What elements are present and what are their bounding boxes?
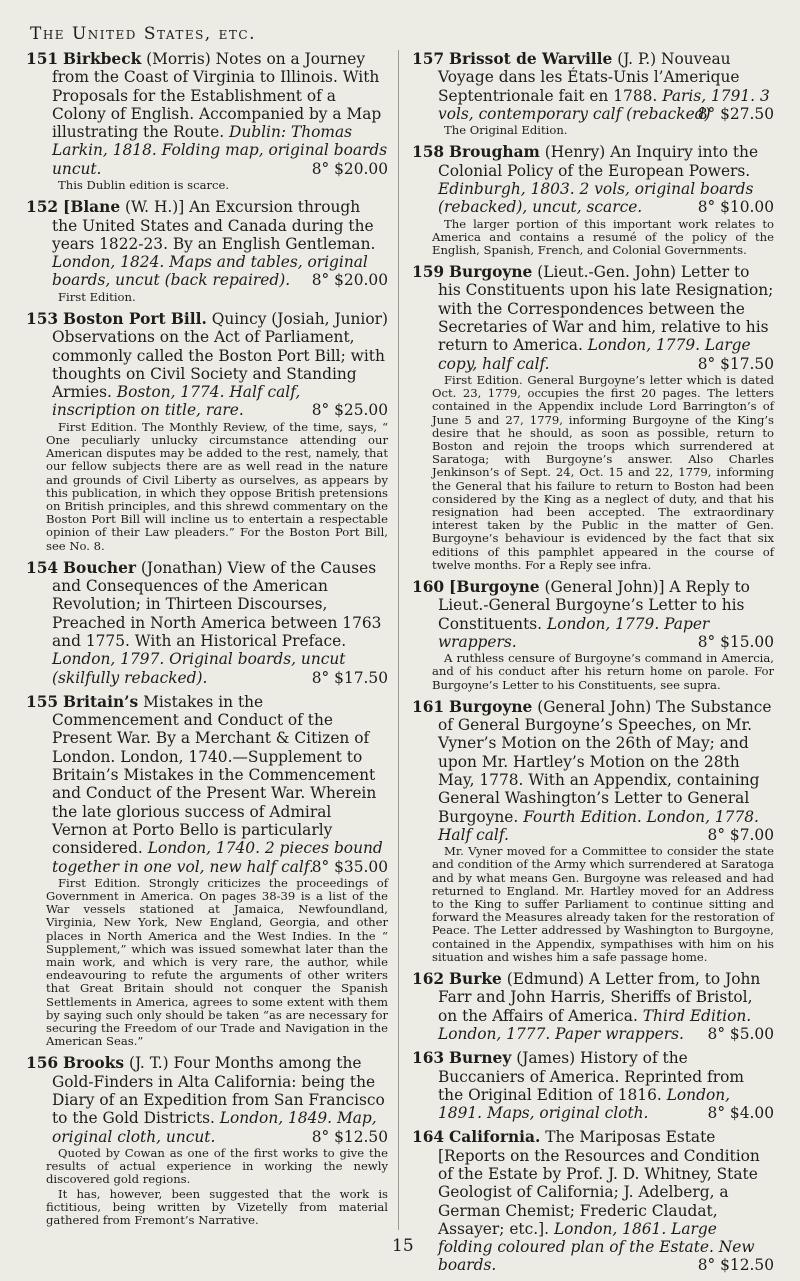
entry-imprint: London, 1849. Map, original cloth, uncut.	[52, 1109, 377, 1146]
catalogue-entry	[26, 310, 388, 553]
entry-description	[412, 1128, 774, 1274]
entry-title: (W. H.)] An Excursion through the United States and Canada during the years 1822-23. By an English Gentleman.	[52, 198, 376, 253]
catalogue-entry	[412, 698, 774, 964]
entry-price: 8° $35.00	[311, 857, 388, 876]
entry-imprint: London, 1824. Maps and tables, original boards, uncut (back repaired).	[52, 253, 368, 290]
entry-price: 8° $10.00	[697, 198, 774, 217]
page-number: 15	[392, 1236, 414, 1256]
lot-number: 159	[412, 263, 445, 282]
right-column	[412, 50, 774, 1281]
catalogue-entry	[26, 693, 388, 1049]
entry-title: Mistakes in the Commencement and Conduct of the Present War. By a Merchant & Citizen of London. London, 1740.—Supplement to Britain’s Mistakes in the Commencement and Conduct of the Present War. Wherein the late glorious success of Admiral Vernon at Porto Bello is particularly considered.	[52, 692, 377, 858]
catalogue-entry	[412, 1128, 774, 1274]
lot-number: 160	[412, 578, 445, 597]
entry-title: (Morris) Notes on a Journey from the Coast of Virginia to Illinois. With Proposals for the Establishment of a Colony of English. Accompanied by a Map illustrating the Route.	[52, 50, 382, 142]
entry-note: This Dublin edition is scarce.	[58, 178, 230, 193]
entry-note: A ruthless censure of Burgoyne’s command in Amercia, and of his conduct after his return home on parole. For Burgoyne’s Letter to his Constituents, see supra.	[432, 651, 774, 692]
entry-price: 8° $20.00	[311, 159, 388, 178]
entry-note: First Edition. Strongly criticizes the proceedings of Government in America. On pages 38-39 is a list of the War vessels stationed at Jamaica, Newfoundland, Virginia, New York, New England, Georgia, and other places in North America and the West Indies. In the “ Supplement,” which was issued somewhat later than the main work, and which is very rare, the author, while endeavouring to refute the arguments of other writers that Great Britain should not conquer the Spanish Settlements in America, agrees to some extent with them by saying such only should be taken “as are necessary for securing the Freedom of our Trade and Navigation in the American Seas.”	[46, 875, 388, 1049]
entry-note: First Edition. The Monthly Review, of the time, says, “ One peculiarly unlucky circumstance attending our American disputes may be added to the rest, namely, that our fellow subjects there are as well read in the nature and grounds of Civil Liberty as ourselves, as appears by this publication, in which they oppose British pretensions on British principles, and this shrewd commentary on the Boston Port Bill will incline us to entertain a respectable opinion of their Law pleaders.” For the Boston Port Bill, see No. 8.	[46, 419, 388, 553]
entry-imprint: London, 1797. Original boards, uncut (skilfully rebacked).	[52, 650, 346, 687]
entry-description	[26, 1054, 388, 1145]
entry-price: 8° $5.00	[707, 1024, 774, 1043]
entry-description	[412, 970, 774, 1043]
catalogue-entry	[412, 578, 774, 692]
entry-description	[26, 310, 388, 420]
entry-description	[26, 50, 388, 178]
entry-title: (J. T.) Four Months among the Gold-Finders in Alta California: being the Diary of an Expedition from San Francisco to the Gold Districts.	[52, 1054, 385, 1128]
entry-price: 8° $17.50	[311, 668, 388, 687]
entry-imprint: Boston, 1774. Half calf, inscription on title, rare.	[52, 383, 301, 420]
entry-price: 8° $12.50	[697, 1256, 774, 1275]
entry-heading: Birkbeck	[63, 50, 142, 68]
entry-title: Quincy (Josiah, Junior) Observations on the Act of Parliament, commonly called the Boston Port Bill; with thoughts on Civil Society and Standing Armies.	[52, 309, 388, 402]
entry-heading: Burney	[449, 1049, 512, 1068]
entry-price: 8° $15.00	[697, 632, 774, 651]
entry-title: (Henry) An Inquiry into the Colonial Policy of the European Powers.	[438, 143, 759, 180]
entry-heading: Brissot de Warville	[449, 50, 613, 68]
entry-heading: Boucher	[63, 558, 136, 577]
entry-imprint: Edinburgh, 1803. 2 vols, original boards (rebacked), uncut, scarce.	[438, 179, 754, 217]
catalogue-entry	[26, 559, 388, 687]
entry-title: (General John) The Substance of General Burgoyne’s Speeches, on Mr. Vyner’s Motion on the 26th of May; and upon Mr. Hartley’s Motion on the 28th May, 1778. With an Appendix, containing General Washington’s Letter to General Burgoyne.	[438, 697, 772, 826]
entry-description	[412, 698, 774, 844]
lot-number: 153	[26, 309, 59, 328]
lot-number: 163	[412, 1049, 445, 1068]
entry-price: 8° $17.50	[697, 354, 774, 373]
entry-price: 8° $7.00	[707, 825, 774, 844]
entry-heading: Brooks	[63, 1054, 125, 1073]
running-head: The United States, etc.	[30, 24, 256, 44]
entry-heading: Boston Port Bill.	[63, 309, 207, 328]
entry-description	[412, 263, 774, 373]
catalogue-entry	[26, 1054, 388, 1227]
entry-note: The Original Edition.	[444, 123, 568, 138]
entry-heading: Burke	[449, 970, 502, 989]
entry-description	[26, 198, 388, 289]
entry-heading: [Blane	[63, 198, 121, 217]
entry-price: 8° $20.00	[311, 271, 388, 290]
entry-imprint: London, 1740. 2 pieces bound together in one vol, new half calf.	[52, 839, 383, 876]
entry-note: First Edition. General Burgoyne’s letter which is dated Oct. 23, 1779, occupies the first 20 pages. The letters contained in the Appendix include Lord Barrington’s of June 5 and 27, 1779, informing Burgoyne of the King’s desire that he should, as soon as possible, return to Boston and rejoin the troops which surrendered at Saratoga; with Burgoyne’s answer. Also Charles Jenkinson’s of Sept. 24, Oct. 15 and 22, 1779, informing the General that his failure to return to Boston had been considered by the King as a neglect of duty, and that his resignation had been accepted. The extraordinary interest taken by the Public in the matter of Gen. Burgoyne’s behaviour is evidenced by the fact that six editions of this pamphlet appeared in the course of twelve months. For a Reply see infra.	[432, 372, 774, 572]
entry-description	[26, 559, 388, 687]
entry-note: It has, however, been suggested that the work is fictitious, being written by Vizetelly from material gathered from Fremont’s Narrative.	[46, 1186, 388, 1227]
lot-number: 152	[26, 198, 59, 217]
catalogue-entry	[412, 970, 774, 1043]
entry-heading: California.	[449, 1128, 541, 1147]
entry-description	[412, 578, 774, 651]
entry-heading: Burgoyne	[449, 697, 533, 716]
lot-number: 156	[26, 1054, 59, 1073]
entry-imprint: London, 1779. Large copy, half calf.	[438, 336, 751, 373]
lot-number: 151	[26, 50, 59, 68]
entry-imprint: London, 1779. Paper wrappers.	[438, 614, 710, 651]
lot-number: 164	[412, 1128, 445, 1147]
catalogue-entry	[26, 198, 388, 304]
entry-heading: Britain’s	[63, 692, 139, 711]
entry-title: (General John)] A Reply to Lieut.-General Burgoyne’s Letter to his Constituents.	[438, 578, 750, 633]
entry-price: 8° $12.50	[311, 1127, 388, 1146]
entry-imprint: Dublin: Thomas Larkin, 1818. Folding map, original boards uncut.	[52, 123, 388, 178]
entry-title: (James) History of the Buccaniers of America. Reprinted from the Original Edition of 1816.	[438, 1049, 744, 1104]
entry-heading: Brougham	[449, 143, 540, 162]
catalogue-entry	[412, 1049, 774, 1122]
lot-number: 157	[412, 50, 445, 68]
lot-number: 162	[412, 970, 445, 989]
entry-title: (J. P.) Nouveau Voyage dans les États-Unis l’Amerique Septentrionale fait en 1788.	[438, 50, 740, 105]
entry-note: Quoted by Cowan as one of the first works to give the results of actual experience in working the newly discovered gold regions.	[46, 1145, 388, 1187]
entry-note: Mr. Vyner moved for a Committee to consider the state and condition of the Army which surrendered at Saratoga and by what means Gen. Burgoyne was released and had returned to England. Mr. Hartley moved for an Address to the King to suffer Parliament to continue sitting and forward the Measures already taken for the restoration of Peace. The Letter addressed by Washington to Burgoyne, contained in the Appendix, sympathises with him on his situation and wishes him a safe passage home.	[432, 844, 774, 964]
entry-title: The Mariposas Estate [Reports on the Resources and Condition of the Estate by Prof. J. D. Whitney, State Geologist of California; J. Adelberg, a German Chemist; Frederic Claudat, Assayer; etc.].	[438, 1128, 760, 1238]
entry-description	[26, 693, 388, 876]
entry-description	[412, 143, 774, 216]
entry-heading: [Burgoyne	[449, 578, 540, 597]
entry-imprint: Third Edition. London, 1777. Paper wrappers.	[438, 1006, 752, 1043]
entry-note: The larger portion of this important work relates to America and contains a resumé of the policy of the English, Spanish, French, and Colonial Governments.	[432, 216, 774, 257]
entry-price: 8° $4.00	[707, 1104, 774, 1123]
lot-number: 155	[26, 692, 59, 711]
entry-imprint: Paris, 1791. 3 vols, contemporary calf (rebacked)	[438, 86, 770, 123]
entry-imprint: London, 1861. Large folding coloured plan of the Estate. New boards.	[438, 1219, 755, 1275]
catalogue-entry	[412, 263, 774, 572]
entry-note: First Edition.	[58, 289, 136, 304]
entry-title: (Jonathan) View of the Causes and Consequences of the American Revolution; in Thirteen Discourses, Preached in North America between 1763 and 1775. With an Historical Preface.	[52, 558, 382, 650]
entry-imprint: London, 1891. Maps, original cloth.	[438, 1085, 731, 1123]
lot-number: 154	[26, 558, 59, 577]
entry-description	[412, 1049, 774, 1122]
entry-title: (Edmund) A Letter from, to John Farr and John Harris, Sheriffs of Bristol, on the Affairs of America.	[438, 970, 761, 1025]
catalogue-entry	[26, 50, 388, 192]
lot-number: 158	[412, 143, 445, 162]
entry-title: (Lieut.-Gen. John) Letter to his Constituents upon his late Resignation; with the Correspondences between the Secretaries of War and him, relative to his return to America.	[438, 263, 774, 355]
column-divider	[398, 50, 399, 1230]
entry-heading: Burgoyne	[449, 263, 533, 282]
catalogue-entry	[412, 50, 774, 137]
lot-number: 161	[412, 697, 445, 716]
entry-price: 8° $27.50	[697, 104, 774, 123]
entry-description	[412, 50, 774, 123]
catalogue-entry	[412, 143, 774, 257]
entry-imprint: Fourth Edition. London, 1778. Half calf.	[438, 807, 759, 844]
left-column	[26, 50, 388, 1233]
entry-price: 8° $25.00	[311, 401, 388, 420]
